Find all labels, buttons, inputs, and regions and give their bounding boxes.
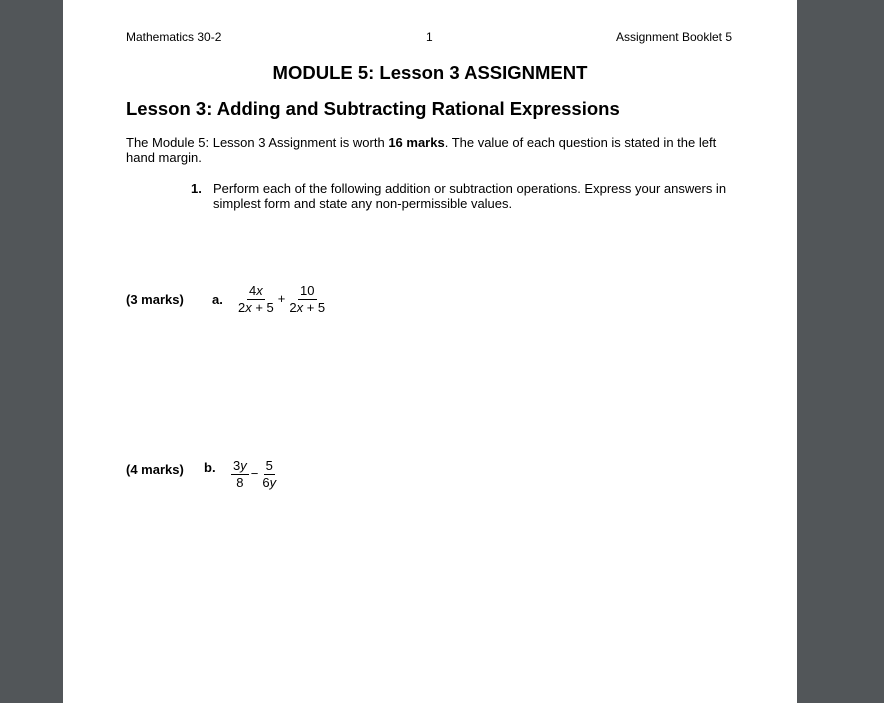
header-booklet: Assignment Booklet 5 xyxy=(615,30,732,44)
part-a-frac1-num-var: x xyxy=(256,283,263,298)
question-1-text: Perform each of the following addition or subtraction operations. Express your answers in simplest form and state any non-permissible values. xyxy=(213,181,727,211)
part-b-marks: (4 marks) xyxy=(126,462,184,477)
part-a-operator: + xyxy=(277,291,286,306)
part-a-fraction-2 xyxy=(287,284,327,315)
part-a-label: a. xyxy=(212,292,223,307)
part-b-expression xyxy=(230,459,279,490)
part-b-operator: − xyxy=(250,466,259,481)
intro-text-start: The Module 5: Lesson 3 Assignment is worth xyxy=(126,135,389,150)
part-b-frac2-den-var: y xyxy=(269,475,277,490)
part-b-label: b. xyxy=(204,460,216,475)
lesson-title: Lesson 3: Adding and Subtracting Rational Expressions xyxy=(126,98,620,119)
part-a-frac2-numerator: 10 xyxy=(300,283,315,298)
part-a-frac1-num-coef: 4 xyxy=(249,283,257,298)
part-b-frac1-num-var: y xyxy=(240,458,247,473)
part-a-frac2-denominator xyxy=(287,300,327,315)
part-a-fraction-1 xyxy=(236,284,276,315)
part-a-frac1-den-var: x xyxy=(245,300,252,315)
module-title: MODULE 5: Lesson 3 ASSIGNMENT xyxy=(272,62,588,83)
part-a-frac1-den-rest: + 5 xyxy=(251,300,274,315)
intro-paragraph xyxy=(126,135,726,165)
part-a-frac2-den-coef: 2 xyxy=(289,300,297,315)
part-b-frac1-num-coef: 3 xyxy=(233,458,241,473)
part-b-frac2-numerator: 5 xyxy=(265,458,273,473)
part-a-frac1-den-coef: 2 xyxy=(238,300,246,315)
document-page xyxy=(63,0,797,703)
header-page-number: 1 xyxy=(426,30,433,44)
intro-marks-bold: 16 marks xyxy=(388,135,445,150)
part-a-frac1-numerator xyxy=(247,284,265,300)
header-course: Mathematics 30-2 xyxy=(126,30,222,44)
part-a-frac2-den-var: x xyxy=(296,300,304,315)
part-a-marks: (3 marks) xyxy=(126,292,184,307)
part-b-fraction-1 xyxy=(231,459,249,490)
part-b-frac2-den-coef: 6 xyxy=(262,475,270,490)
part-b-frac1-numerator xyxy=(231,459,249,475)
part-b-frac1-denominator: 8 xyxy=(236,475,244,490)
question-1-number: 1. xyxy=(191,181,202,196)
part-b-frac2-denominator xyxy=(260,475,278,490)
part-a-frac1-denominator xyxy=(236,300,276,315)
intro-text-end: . The value of each question is stated in the left hand margin. xyxy=(126,135,717,165)
part-a-frac2-den-rest: + 5 xyxy=(303,300,326,315)
part-a-expression xyxy=(235,284,328,315)
part-b-fraction-2 xyxy=(260,459,278,490)
